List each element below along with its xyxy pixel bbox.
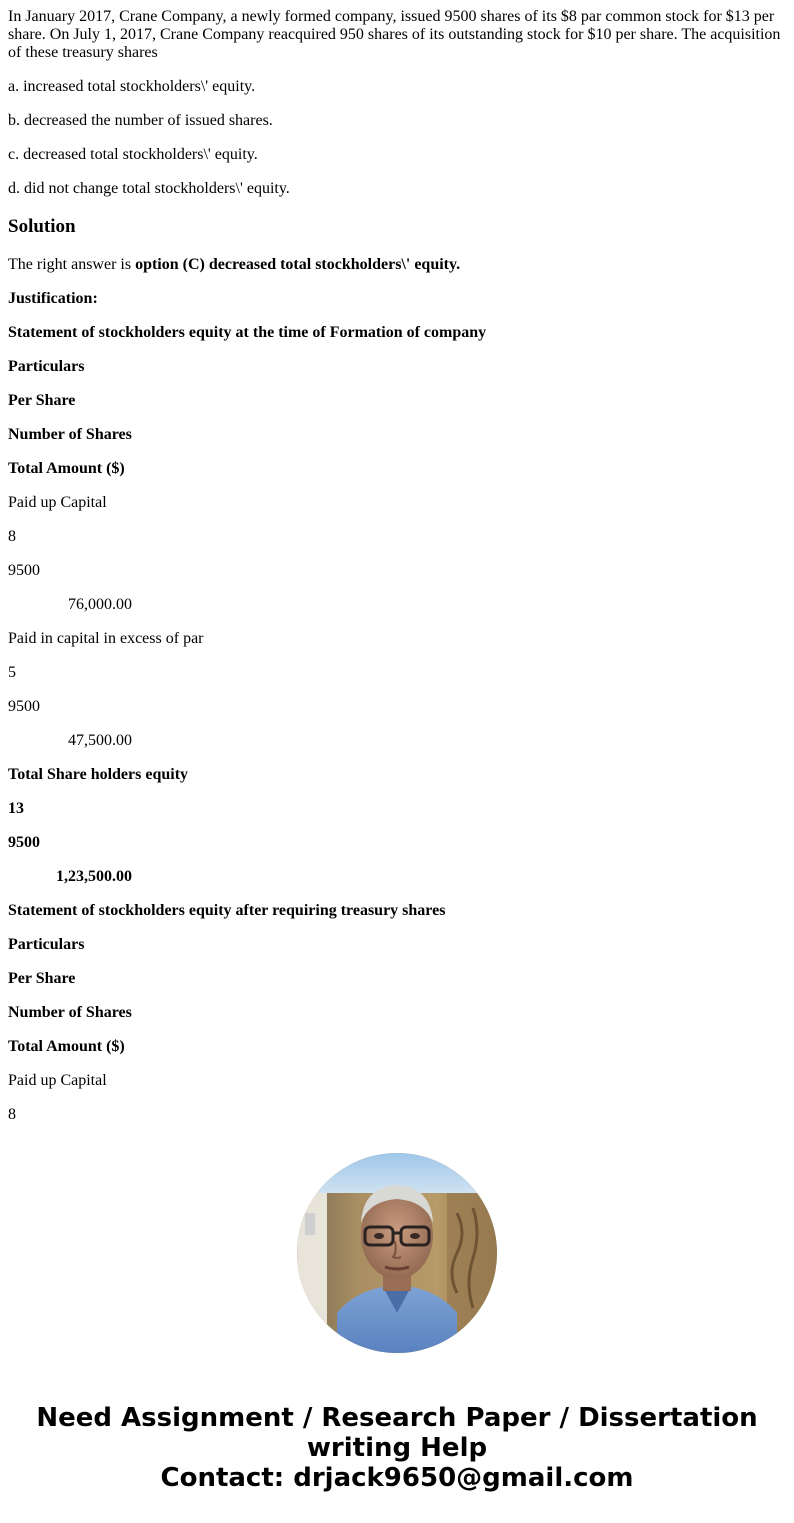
table1-row1-particulars: Paid up Capital — [8, 494, 107, 511]
promo-line-1: Need Assignment / Research Paper / Dissertation — [36, 1403, 758, 1433]
author-avatar — [297, 1153, 497, 1353]
table1-title: Statement of stockholders equity at the time of Formation of company — [8, 324, 487, 341]
table1-row2-particulars: Paid in capital in excess of par — [8, 630, 204, 647]
table2-row1-per-share: 8 — [8, 1106, 16, 1123]
table1-header-total-amount: Total Amount ($) — [8, 460, 125, 477]
table1-row2-shares: 9500 — [8, 698, 40, 715]
promo-line-2: writing Help — [306, 1433, 488, 1463]
answer-bold: option (C) decreased total stockholders\' equity. — [135, 256, 461, 273]
answer-line — [8, 256, 786, 274]
table1-header-particulars: Particulars — [8, 358, 85, 375]
table2-header-particulars: Particulars — [8, 936, 85, 953]
person-photo-icon — [297, 1153, 497, 1353]
option-d: d. did not change total stockholders\' equity. — [8, 180, 290, 197]
table2-header-per-share: Per Share — [8, 970, 76, 987]
table2-header-number-of-shares: Number of Shares — [8, 1004, 132, 1021]
table1-total-amount: 1,23,500.00 — [56, 868, 132, 885]
table2-header-total-amount: Total Amount ($) — [8, 1038, 125, 1055]
question-text: In January 2017, Crane Company, a newly formed company, issued 9500 shares of its $8 par common stock for $13 per share. On July 1, 2017, Crane Company reacquired 950 shares of its outstanding stock for $10 per share. The acquisition of these treasury shares — [8, 8, 781, 61]
table1-row2-amount: 47,500.00 — [68, 732, 132, 749]
table1-row2-per-share: 5 — [8, 664, 16, 681]
table1-total-per-share: 13 — [8, 800, 24, 817]
promo-banner — [0, 1403, 794, 1493]
justification-label: Justification: — [8, 290, 98, 307]
table1-row1-per-share: 8 — [8, 528, 16, 545]
option-a: a. increased total stockholders\' equity. — [8, 78, 256, 95]
table1-header-per-share: Per Share — [8, 392, 76, 409]
promo-contact: Contact: drjack9650@gmail.com — [160, 1463, 634, 1493]
option-b: b. decreased the number of issued shares. — [8, 112, 273, 129]
table2-title: Statement of stockholders equity after requiring treasury shares — [8, 902, 446, 919]
table1-row1-shares: 9500 — [8, 562, 40, 579]
table2-row1-particulars: Paid up Capital — [8, 1072, 107, 1089]
solution-heading: Solution — [8, 216, 76, 237]
option-c: c. decreased total stockholders\' equity. — [8, 146, 258, 163]
answer-prefix: The right answer is — [8, 256, 136, 273]
table1-header-number-of-shares: Number of Shares — [8, 426, 132, 443]
table1-total-shares: 9500 — [8, 834, 40, 851]
table1-total-particulars: Total Share holders equity — [8, 766, 189, 783]
table1-row1-amount: 76,000.00 — [68, 596, 132, 613]
